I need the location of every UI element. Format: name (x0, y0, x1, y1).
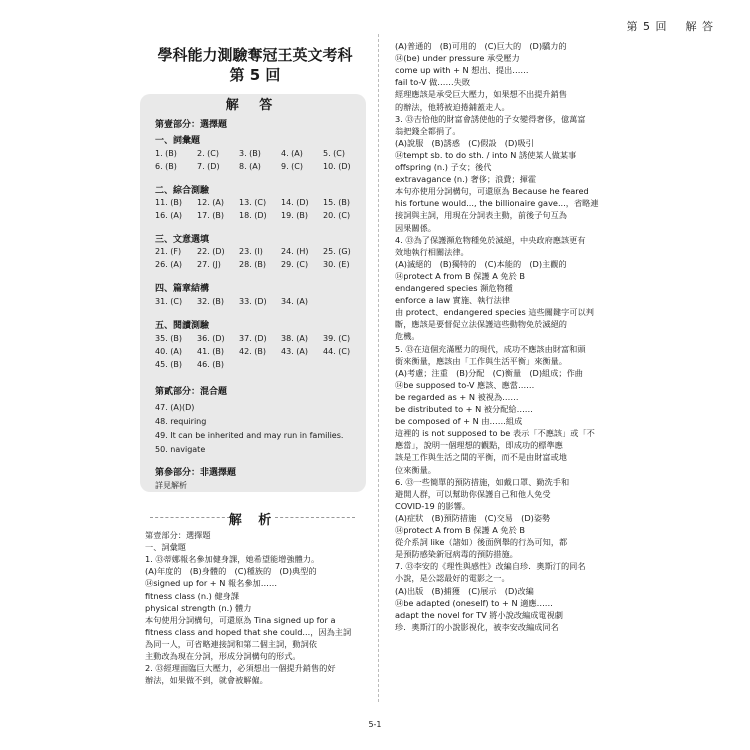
text-line: (A)出版 (B)捕獲 (C)展示 (D)改編 (395, 585, 534, 596)
text-line: (A)說服 (B)誘惑 (C)假設 (D)吸引 (395, 137, 534, 148)
text-line: COVID-19 的影響。 (395, 500, 471, 511)
answer-cell: 9. (C) (281, 162, 304, 171)
column-divider (378, 34, 379, 702)
answer-cell: 6. (B) (155, 162, 177, 171)
text-line: 接詞與主詞，用現在分詞表主動，前後子句互為 (395, 210, 567, 221)
text-line: 危機。 (395, 331, 420, 342)
part3-title: 第參部分：非選擇題 (155, 468, 237, 478)
answer-cell: 13. (C) (239, 198, 267, 207)
answer-cell: 29. (C) (281, 260, 309, 269)
text-line: offspring (n.) 子女；後代 (395, 162, 492, 172)
answer-cell: 37. (D) (239, 334, 267, 343)
text-line: his fortune would..., the billionaire gave...，省略連 (395, 198, 599, 209)
answer-cell: 34. (A) (281, 297, 308, 306)
answer-panel-heading: 解 答 (225, 98, 281, 113)
answer-cell: 4. (A) (281, 149, 303, 158)
text-line: 斷，應該是要督促立法保護這些動物免於滅絕的 (395, 319, 567, 330)
answer-cell: 40. (A) (155, 347, 182, 356)
answer-cell: 39. (C) (323, 334, 351, 343)
answer-cell: 18. (D) (239, 211, 267, 220)
answer-cell: 27. (J) (197, 260, 221, 269)
text-line: (A)普通的 (B)可用的 (C)巨大的 (D)驕力的 (395, 41, 567, 51)
text-line: 2. ⑬經理面臨巨大壓力，必須想出一個提升銷售的好 (145, 663, 336, 674)
text-line: 一、詞彙題 (145, 542, 186, 553)
answer-cell: 21. (F) (155, 247, 182, 256)
text-line: fitness class and hoped that she could...，因為主詞 (145, 626, 352, 637)
text-line: ⑭be adapted (oneself) to + N 適應…… (395, 597, 553, 608)
text-line: be composed of + N 由……組成 (395, 416, 523, 427)
text-line: 4. ⑬為了保護瀕危物種免於滅絕，中央政府應該更有 (395, 234, 586, 245)
header-round: 第 5 回 (626, 20, 668, 33)
answer-cell: 22. (D) (197, 247, 225, 256)
text-line: ⑭protect A from B 保護 A 免於 B (395, 270, 525, 281)
text-line: ⑭(be) under pressure 承受壓力 (395, 53, 520, 64)
text-line: 的辦法，他將被迫捲鋪蓋走人。 (395, 101, 510, 112)
answer-cell: 45. (B) (155, 360, 182, 369)
divider-right (275, 517, 355, 518)
text-line: 翁把錢全都捐了。 (395, 125, 461, 136)
answer-cell: 44. (C) (323, 347, 351, 356)
text-line: ⑭protect A from B 保護 A 免於 B (395, 525, 525, 535)
text-line: 3. ⑬吉恰他的財富會誘使他的子女變得奢侈，億萬富 (395, 113, 586, 124)
text-line: 由 protect、endangered species 這些關鍵字可以判 (395, 307, 594, 318)
answer-cell: 3. (B) (239, 149, 261, 158)
answer-cell: 32. (B) (197, 297, 224, 306)
part2-answer-50: 50. navigate (155, 445, 206, 454)
part2-answer-48: 48. requiring (155, 417, 207, 426)
text-line: (A)症狀 (B)預防措施 (C)交易 (D)姿勢 (395, 512, 551, 523)
text-line: endangered species 瀕危物種 (395, 283, 513, 293)
text-line: 避開人群，可以幫助你保護自己和他人免受 (395, 488, 551, 499)
text-line: fail to-V 做……失敗 (395, 77, 471, 88)
text-line: 辦法，如果做不到，就會被解僱。 (145, 675, 268, 686)
text-line: 應當」，說明一個理想的觀點，即成功的標準應 (395, 440, 563, 451)
part3-answer: 詳見解析 (155, 481, 187, 490)
text-line: 5. ⑬在這個充滿壓力的現代，成功不應該由財富和頭 (395, 343, 586, 354)
text-line: be distributed to + N 被分配給…… (395, 404, 533, 414)
answer-cell: 41. (B) (197, 347, 224, 356)
answer-cell: 7. (D) (197, 162, 220, 171)
text-line: 銜來衡量，應該由「工作與生活平衡」來衡量。 (395, 355, 567, 366)
text-line: 從介系詞 like（諸如）後面例舉的行為可知，都 (395, 537, 568, 548)
text-line: come up with + N 想出、提出…… (395, 65, 529, 76)
text-line: 經理應該是承受巨大壓力，如果想不出提升銷售 (395, 89, 567, 100)
text-line: 這裡的 is not supposed to be 表示「不應該」或「不 (395, 428, 595, 439)
answer-cell: 28. (B) (239, 260, 266, 269)
part2-title: 第貳部分：混合題 (155, 387, 228, 397)
text-line: 小說，是公認最好的電影之一。 (395, 573, 510, 584)
text-line: 因果關係。 (395, 222, 436, 233)
answer-cell: 11. (B) (155, 198, 182, 207)
text-line: physical strength (n.) 體力 (145, 602, 252, 613)
answer-cell: 17. (B) (197, 211, 224, 220)
answer-cell: 36. (D) (197, 334, 225, 343)
answer-cell: 5. (C) (323, 149, 346, 158)
answer-cell: 14. (D) (281, 198, 309, 207)
round-title: 第 5 回 (229, 66, 281, 84)
text-line: (A)考慮；注重 (B)分配 (C)衡量 (D)組成；作曲 (395, 367, 583, 378)
answer-cell: 26. (A) (155, 260, 182, 269)
answer-cell: 15. (B) (323, 198, 350, 207)
text-line: ⑭be supposed to-V 應該、應當…… (395, 379, 535, 390)
answer-cell: 16. (A) (155, 211, 182, 220)
part1-title: 第壹部分：選擇題 (155, 120, 228, 130)
answer-cell: 42. (B) (239, 347, 266, 356)
answer-cell: 19. (B) (281, 211, 308, 220)
answer-cell: 10. (D) (323, 162, 351, 171)
text-line: fitness class (n.) 健身課 (145, 590, 240, 601)
header-answer: 解 答 (685, 20, 714, 33)
text-line: 1. ⑬蒂娜報名參加健身課，她希望能增強體力。 (145, 554, 320, 565)
text-line: extravagance (n.) 奢侈；浪費；揮霍 (395, 174, 537, 185)
answer-cell: 1. (B) (155, 149, 177, 158)
text-line: 本句亦使用分詞構句，可還原為 Because he feared (395, 186, 589, 197)
text-line: be regarded as + N 被視為…… (395, 391, 519, 402)
text-line: 為同一人，可省略連接詞和第二個主詞，動詞依 (145, 638, 317, 649)
answer-cell: 23. (I) (239, 247, 263, 256)
page-header (627, 18, 715, 34)
part2-answer-47: 47. (A)(D) (155, 403, 195, 412)
text-line: 6. ⑬一些簡單的預防措施，如戴口罩、勤洗手和 (395, 476, 570, 487)
answer-cell: 2. (C) (197, 149, 220, 158)
answer-cell: 38. (A) (281, 334, 308, 343)
analysis-heading: 解 析 (228, 513, 278, 528)
text-line: 效地執行相關法律。 (395, 246, 469, 257)
answer-cell: 46. (B) (197, 360, 224, 369)
cloze-title: 二、綜合測驗 (155, 186, 210, 196)
answer-cell: 35. (B) (155, 334, 182, 343)
text-line: ⑭signed up for + N 報名參加…… (145, 578, 278, 589)
text-line: 主動改為現在分詞，形成分詞構句的形式。 (145, 651, 301, 661)
answer-cell: 8. (A) (239, 162, 261, 171)
answer-cell: 20. (C) (323, 211, 351, 220)
struct-title: 四、篇章結構 (155, 284, 210, 294)
text-line: 位來衡量。 (395, 464, 436, 475)
text-line: 本句使用分詞構句，可還原為 Tina signed up for a (145, 614, 336, 625)
answer-cell: 25. (G) (323, 247, 351, 256)
text-line: ⑭tempt sb. to do sth. / into N 誘使某人做某事 (395, 149, 577, 160)
answer-cell: 30. (E) (323, 260, 350, 269)
answer-cell: 31. (C) (155, 297, 183, 306)
part2-answer-49: 49. It can be inherited and may run in families. (155, 431, 344, 440)
text-line: (A)年度的 (B)身體的 (C)種族的 (D)典型的 (145, 566, 317, 577)
vocab-title: 一、詞彙題 (155, 136, 201, 146)
read-title: 五、閱讀測驗 (155, 321, 210, 331)
book-title: 學科能力測驗奪冠王英文考科 (157, 46, 353, 64)
text-line: 珍．奧斯汀的小說影視化，被李安改編成同名 (395, 621, 559, 632)
text-line: adapt the novel for TV 將小說改編成電視劇 (395, 609, 563, 620)
text-line: (A)滅絕的 (B)獨特的 (C)本能的 (D)主觀的 (395, 258, 567, 269)
answer-cell: 33. (D) (239, 297, 267, 306)
page-number: 5-1 (368, 720, 382, 729)
answer-cell: 12. (A) (197, 198, 224, 207)
text-line: 第壹部分：選擇題 (145, 530, 211, 540)
fill-title: 三、文意選填 (155, 235, 210, 245)
text-line: 該是工作與生活之間的平衡，而不是由財富或地 (395, 452, 567, 463)
text-line: enforce a law 實施、執行法律 (395, 295, 510, 306)
answer-cell: 24. (H) (281, 247, 309, 256)
answer-cell: 43. (A) (281, 347, 308, 356)
text-line: 是預防感染新冠病毒的預防措施。 (395, 549, 518, 560)
text-line: 7. ⑬李安的《理性與感性》改編自珍．奧斯汀的同名 (395, 561, 586, 572)
